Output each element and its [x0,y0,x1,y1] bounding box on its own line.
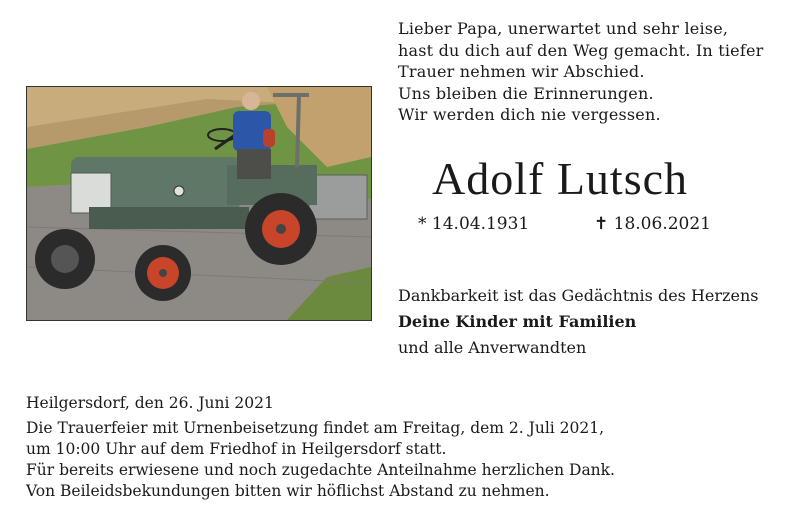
mourners-block [398,283,788,361]
birth-date: * 14.04.1931 [418,214,530,234]
trailer [309,175,367,219]
deceased-name: Adolf Lutsch [432,153,689,204]
poem-line: Lieber Papa, unerwartet und sehr leise, [398,19,729,38]
relatives-line: und alle Anverwandten [398,338,587,357]
tractor-illustration [27,87,371,320]
front-wheel-right-axle [159,269,167,277]
footer-notice [26,393,786,502]
poem [398,18,788,126]
family-names: Deine Kinder mit Familien [398,312,637,331]
place-date: Heilgersdorf, den 26. Juni 2021 [26,394,274,412]
notice-line: Für bereits erwiesene und noch zugedachte Anteilnahme herzlichen Dank. [26,461,615,479]
photo-man-on-tractor [26,86,372,321]
tractor-frame [89,207,249,229]
notice-line: um 10:00 Uhr auf dem Friedhof in Heilgersdorf statt. [26,440,447,458]
roll-bar-post [297,95,299,167]
front-wheel-left-hub [51,245,79,273]
poem-line: Wir werden dich nie vergessen. [398,105,661,124]
notice-line: Von Beileidsbekundungen bitten wir höflichst Abstand zu nehmen. [26,482,550,500]
seat [263,129,275,147]
poem-line: Trauer nehmen wir Abschied. [398,62,645,81]
driver-trousers [237,149,271,179]
rear-wheel-axle [276,224,286,234]
gratitude-quote: Dankbarkeit ist das Gedächtnis des Herzens [398,286,759,305]
driver-head [242,92,260,110]
poem-line: Uns bleiben die Erinnerungen. [398,83,654,103]
death-date: ✝ 18.06.2021 [594,214,711,234]
headlight [174,186,184,196]
poem-line: hast du dich auf den Weg gemacht. In tiefer [398,40,764,60]
notice-line: Die Trauerfeier mit Urnenbeisetzung findet am Freitag, dem 2. Juli 2021, [26,419,605,437]
